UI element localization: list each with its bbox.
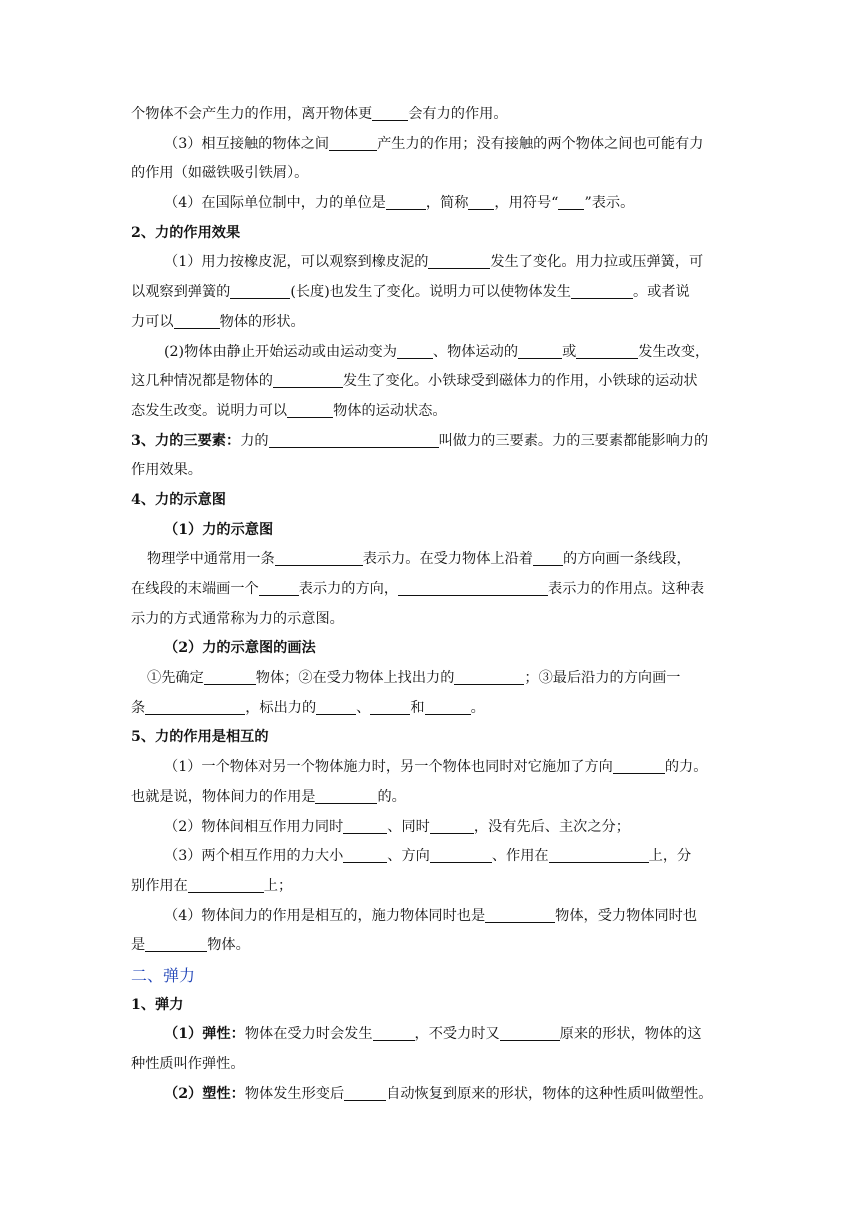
text-line bbox=[131, 397, 741, 427]
text-line bbox=[131, 100, 741, 130]
fill-blank bbox=[485, 907, 555, 923]
text: 力可以 bbox=[131, 313, 174, 330]
text-line bbox=[131, 338, 741, 368]
text: （2）物体间相互作用力同时 bbox=[164, 818, 344, 835]
text-line bbox=[131, 694, 741, 724]
text: 上； bbox=[263, 877, 293, 894]
text: 个物体不会产生力的作用，离开物体更 bbox=[131, 106, 373, 122]
text: 产生力的作用；没有接触的两个物体之间也可能有力 bbox=[377, 135, 704, 152]
text-line bbox=[131, 1080, 741, 1110]
section-heading: 5、力的作用是相互的 bbox=[131, 729, 269, 746]
text: 发生了变化。用力拉或压弹簧，可 bbox=[490, 254, 704, 271]
section-heading: 3、力的三要素： bbox=[131, 432, 241, 449]
text: 力的 bbox=[240, 432, 269, 449]
fill-blank bbox=[343, 818, 387, 834]
text: 发生改变， bbox=[638, 343, 710, 360]
text-line bbox=[131, 813, 741, 843]
text: 自动恢复到原来的形状，物体的这种性质叫做塑性。 bbox=[386, 1085, 713, 1102]
text: 种性质叫作弹性。 bbox=[131, 1056, 245, 1072]
text: 也就是说，物体间力的作用是 bbox=[131, 788, 316, 805]
term-label: （1）弹性： bbox=[164, 1026, 245, 1043]
text: 叫做力的三要素。力的三要素都能影响力的 bbox=[438, 432, 709, 449]
section-heading: 2、力的作用效果 bbox=[131, 224, 241, 241]
text: 、 bbox=[356, 699, 371, 716]
fill-blank bbox=[230, 283, 290, 299]
fill-blank bbox=[386, 194, 426, 210]
fill-blank bbox=[549, 847, 649, 863]
text: （1）用力按橡皮泥，可以观察到橡皮泥的 bbox=[164, 254, 429, 271]
text: ”表示。 bbox=[584, 195, 635, 212]
text: 在线段的末端画一个 bbox=[131, 581, 259, 597]
fill-blank bbox=[275, 550, 363, 566]
text: 是 bbox=[131, 937, 146, 954]
text: 示力的方式通常称为力的示意图。 bbox=[131, 610, 344, 627]
text: 、物体运动的 bbox=[432, 343, 519, 360]
fill-blank bbox=[174, 313, 220, 329]
text: （3）两个相互作用的力大小 bbox=[164, 848, 344, 865]
text: ①先确定 bbox=[147, 670, 204, 687]
text: ，没有先后、主次之分； bbox=[473, 818, 630, 835]
subsection-heading: （1）力的示意图 bbox=[164, 521, 274, 538]
text-line bbox=[131, 872, 741, 902]
fill-blank bbox=[373, 1025, 415, 1041]
fill-blank bbox=[425, 699, 471, 715]
text-line bbox=[131, 575, 741, 605]
text: 发生了变化。小铁球受到磁体力的作用，小铁球的运动状 bbox=[342, 373, 698, 390]
fill-blank bbox=[269, 432, 439, 448]
text-line bbox=[131, 842, 741, 872]
text: 物体的形状。 bbox=[219, 313, 305, 330]
text: 物体；②在受力物体上找出力的 bbox=[255, 670, 455, 687]
text: 、方向 bbox=[387, 848, 430, 865]
text: 物体，受力物体同时也 bbox=[555, 907, 698, 924]
text: （1）一个物体对另一个物体施力时，另一个物体也同时对它施加了方向 bbox=[164, 759, 613, 776]
term-label: （2）塑性： bbox=[164, 1085, 245, 1102]
fill-blank bbox=[372, 105, 408, 121]
text-line bbox=[131, 308, 741, 338]
text-line bbox=[131, 1050, 741, 1080]
fill-blank bbox=[533, 550, 563, 566]
text: 别作用在 bbox=[131, 877, 188, 894]
fill-blank bbox=[273, 372, 343, 388]
fill-blank bbox=[518, 343, 562, 359]
text: (2)物体由静止开始运动或由运动变为 bbox=[164, 343, 397, 360]
text-line bbox=[131, 605, 741, 635]
text: ，标出力的 bbox=[245, 699, 317, 716]
text: 和 bbox=[410, 699, 425, 716]
fill-blank bbox=[316, 699, 356, 715]
text-line bbox=[131, 753, 741, 783]
subsection-heading: （2）力的示意图的画法 bbox=[164, 640, 316, 657]
text: ，简称 bbox=[425, 195, 469, 212]
text: 物体发生形变后 bbox=[244, 1085, 345, 1102]
fill-blank bbox=[397, 343, 433, 359]
fill-blank bbox=[287, 402, 333, 418]
text: 态发生改变。说明力可以 bbox=[131, 402, 288, 419]
text-line bbox=[131, 931, 741, 961]
fill-blank bbox=[188, 877, 264, 893]
text-line bbox=[131, 1020, 741, 1050]
text: 表示力的作用点。这种表 bbox=[548, 581, 705, 597]
fill-blank bbox=[430, 847, 492, 863]
text-line bbox=[131, 664, 741, 694]
fill-blank bbox=[204, 669, 256, 685]
text-line bbox=[131, 130, 741, 160]
fill-blank bbox=[558, 194, 584, 210]
text: 以观察到弹簧的 bbox=[131, 284, 231, 301]
fill-blank bbox=[571, 283, 633, 299]
text: (长度)也发生了变化。说明力可以使物体发生 bbox=[290, 284, 571, 301]
text: （4）物体间力的作用是相互的，施力物体同时也是 bbox=[164, 907, 486, 924]
text: 。 bbox=[470, 699, 485, 716]
text: 或 bbox=[562, 343, 577, 360]
fill-blank bbox=[500, 1025, 560, 1041]
text: 这几种情况都是物体的 bbox=[131, 373, 273, 390]
text: 表示力。在受力物体上沿着 bbox=[362, 551, 533, 568]
text: 、同时 bbox=[387, 818, 430, 835]
text: 作用效果。 bbox=[131, 462, 202, 479]
fill-blank bbox=[145, 699, 245, 715]
text-line bbox=[131, 902, 741, 932]
text: 原来的形状，物体的这 bbox=[559, 1026, 702, 1043]
text: 表示力的方向， bbox=[298, 581, 399, 597]
section-heading: 4、力的示意图 bbox=[131, 491, 226, 508]
fill-blank bbox=[343, 847, 387, 863]
text-line bbox=[131, 278, 741, 308]
text: 物理学中通常用一条 bbox=[147, 551, 275, 568]
fill-blank bbox=[428, 253, 490, 269]
text: 的作用（如磁铁吸引铁屑）。 bbox=[131, 165, 309, 182]
text: 的。 bbox=[377, 788, 406, 805]
text: ；③最后沿力的方向画一 bbox=[524, 670, 681, 687]
text-line bbox=[131, 367, 741, 397]
text-line bbox=[131, 159, 741, 189]
fill-blank bbox=[468, 194, 494, 210]
fill-blank bbox=[344, 1085, 386, 1101]
text: 上，分 bbox=[648, 848, 692, 865]
document-page bbox=[131, 100, 741, 1109]
text-line bbox=[131, 783, 741, 813]
chapter-heading: 二、弹力 bbox=[131, 965, 196, 985]
text: 的力。 bbox=[664, 759, 708, 776]
text-line bbox=[131, 545, 741, 575]
text: 物体在受力时会发生 bbox=[244, 1026, 373, 1043]
fill-blank bbox=[145, 936, 207, 952]
text-line bbox=[131, 456, 741, 486]
text: 会有力的作用。 bbox=[408, 106, 508, 122]
text-line bbox=[131, 189, 741, 219]
text-line bbox=[131, 248, 741, 278]
text: 条 bbox=[131, 699, 146, 716]
text: 物体的运动状态。 bbox=[333, 402, 447, 419]
fill-blank bbox=[398, 580, 548, 596]
fill-blank bbox=[315, 788, 377, 804]
fill-blank bbox=[454, 669, 524, 685]
fill-blank bbox=[259, 580, 299, 596]
fill-blank bbox=[576, 343, 638, 359]
fill-blank bbox=[430, 818, 474, 834]
text: 、作用在 bbox=[491, 848, 549, 865]
text-line bbox=[131, 427, 741, 457]
text: ，不受力时又 bbox=[414, 1026, 500, 1043]
section-heading: 1、弹力 bbox=[131, 996, 184, 1013]
text: （4）在国际单位制中，力的单位是 bbox=[164, 195, 386, 212]
text: 物体。 bbox=[207, 937, 250, 954]
text: （3）相互接触的物体之间 bbox=[164, 135, 330, 152]
text: ，用符号“ bbox=[494, 195, 559, 212]
fill-blank bbox=[329, 135, 377, 151]
text: 的方向画一条线段， bbox=[562, 551, 691, 568]
fill-blank bbox=[370, 699, 410, 715]
text: 。或者说 bbox=[632, 284, 690, 301]
fill-blank bbox=[613, 758, 665, 774]
